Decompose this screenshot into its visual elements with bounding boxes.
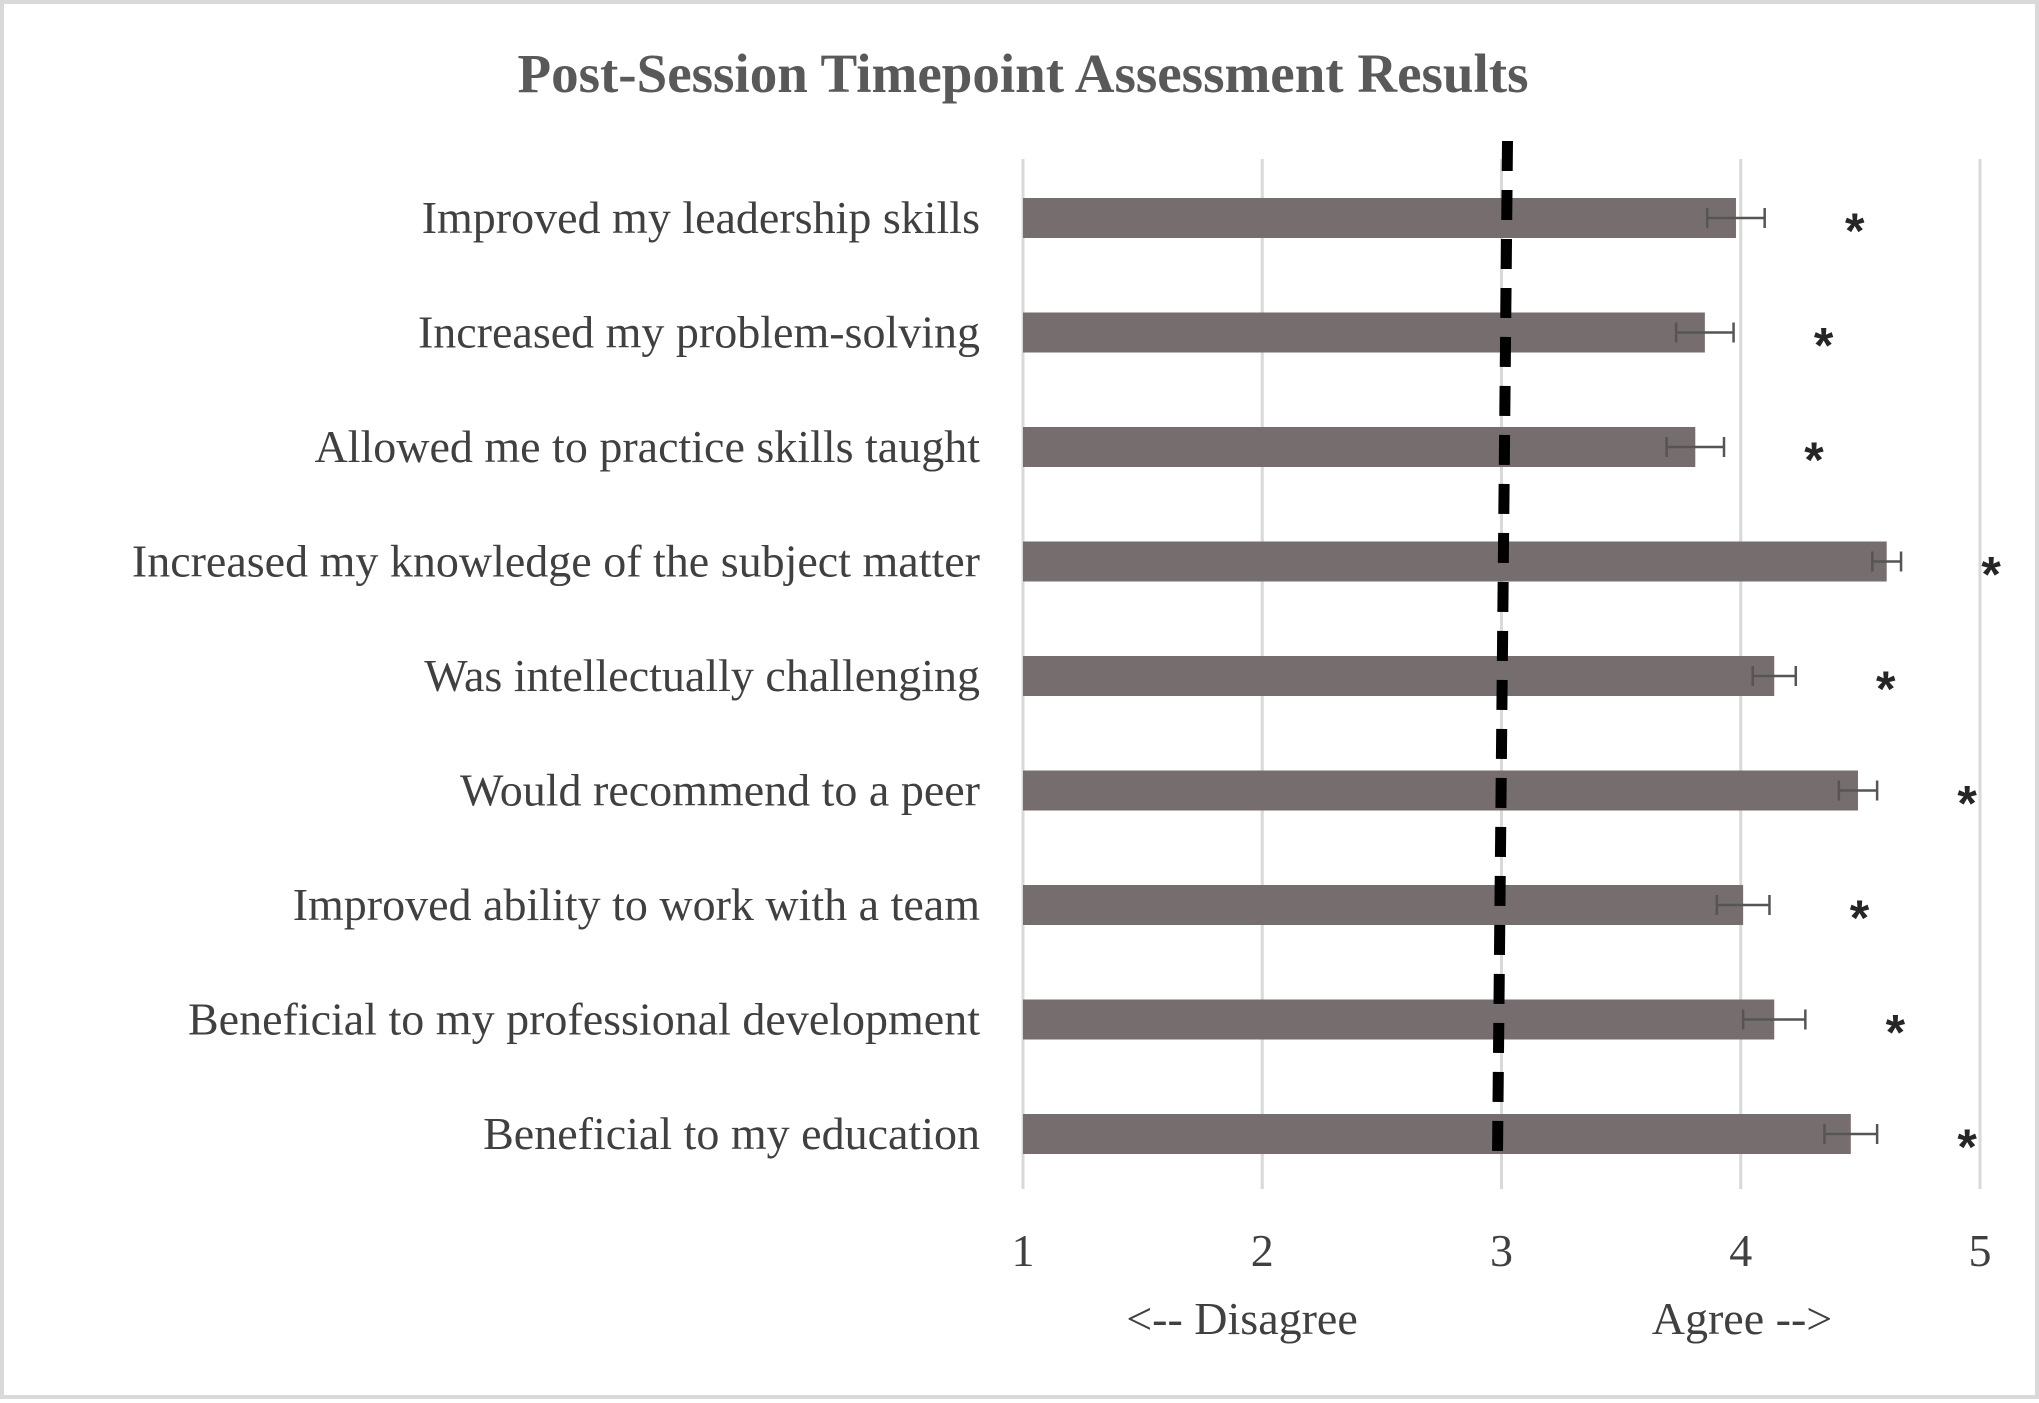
agree-annotation: Agree -->	[1651, 1293, 1833, 1344]
x-tick-label: 5	[1968, 1225, 1992, 1276]
significance-marker: *	[1981, 546, 2001, 603]
significance-marker: *	[1876, 661, 1896, 717]
category-label: Beneficial to my professional development	[188, 993, 980, 1045]
category-label: Improved my leadership skills	[421, 192, 980, 243]
bar	[1023, 313, 1705, 353]
x-tick-label: 1	[1011, 1225, 1035, 1276]
bar	[1023, 1000, 1774, 1040]
category-label: Increased my problem-solving	[417, 306, 980, 358]
significance-marker: *	[1885, 1004, 1906, 1061]
x-axis-ticks	[1012, 1225, 1992, 1276]
significance-marker: *	[1813, 317, 1834, 374]
bar	[1023, 427, 1695, 467]
bar	[1023, 771, 1858, 811]
bar	[1023, 1114, 1851, 1154]
significance-marker: *	[1844, 203, 1865, 259]
bar	[1023, 656, 1774, 696]
x-tick-label: 2	[1250, 1225, 1274, 1276]
disagree-annotation: <-- Disagree	[1126, 1293, 1358, 1344]
bar-chart	[4, 4, 2039, 1403]
category-label: Beneficial to my education	[483, 1108, 980, 1159]
bar	[1023, 542, 1887, 582]
significance-marker: *	[1804, 432, 1824, 488]
bar	[1023, 885, 1743, 925]
significance-marker: *	[1957, 775, 1977, 832]
significance-marker: *	[1957, 1119, 1977, 1175]
category-label: Allowed me to practice skills taught	[314, 421, 980, 472]
category-label: Increased my knowledge of the subject matter	[131, 535, 980, 587]
chart-title: Post-Session Timepoint Assessment Results	[517, 43, 1529, 104]
x-tick-label: 4	[1729, 1225, 1753, 1276]
category-label: Was intellectually challenging	[424, 650, 980, 701]
bars	[1023, 198, 1901, 1154]
significance-marker: *	[1849, 890, 1870, 946]
category-label: Would recommend to a peer	[460, 764, 980, 816]
category-label: Improved ability to work with a team	[292, 879, 980, 930]
bar	[1023, 198, 1736, 238]
x-tick-label: 3	[1490, 1225, 1513, 1276]
